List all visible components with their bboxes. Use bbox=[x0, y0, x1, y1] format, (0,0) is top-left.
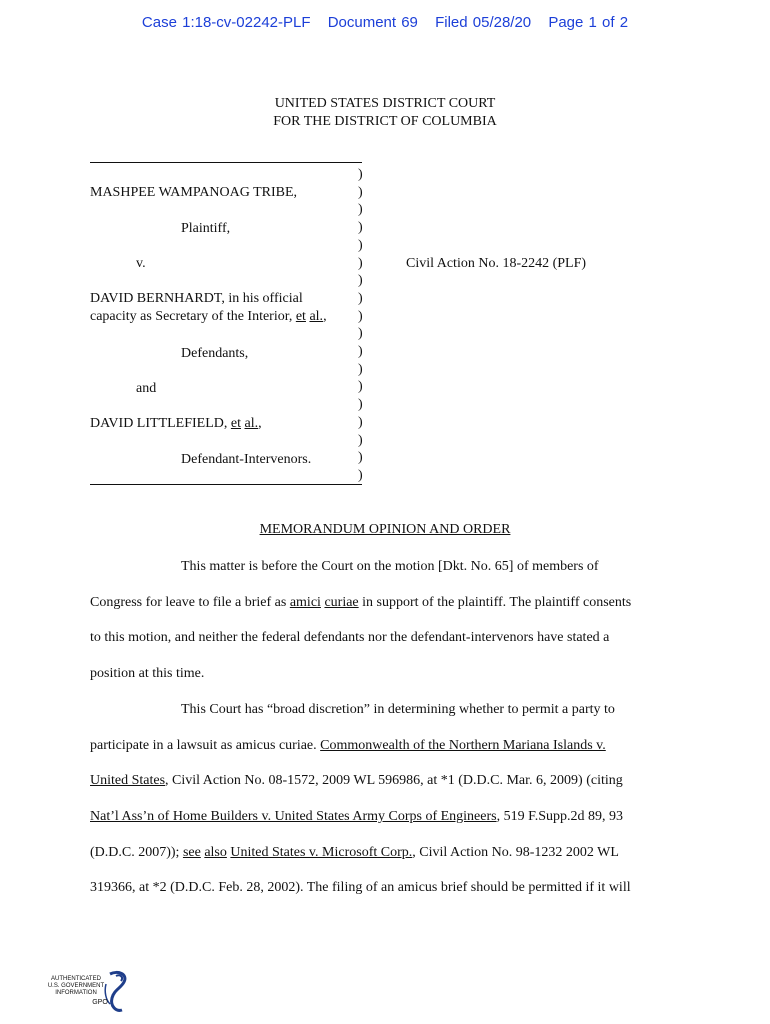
plaintiff-name: MASHPEE WAMPANOAG TRIBE, bbox=[90, 185, 298, 200]
citation: United States v. Microsoft Corp. bbox=[230, 845, 413, 860]
body-line bbox=[90, 844, 690, 862]
caption-paren: ) bbox=[358, 379, 363, 395]
body-line bbox=[90, 594, 690, 612]
defendant-role: Defendants, bbox=[181, 346, 249, 361]
body-text: participate in a lawsuit as amicus curiae. bbox=[90, 738, 321, 753]
body-line: This Court has “broad discretion” in determining whether to permit a party to bbox=[181, 702, 615, 717]
caption-paren-column bbox=[358, 166, 363, 485]
caption-paren: ) bbox=[358, 450, 363, 466]
filed-date: Filed 05/28/20 bbox=[435, 14, 532, 31]
caption-paren: ) bbox=[358, 290, 363, 306]
plaintiff-role: Plaintiff, bbox=[181, 221, 231, 236]
caption-paren: ) bbox=[358, 361, 363, 377]
caption-paren: ) bbox=[358, 273, 363, 289]
citation: United States bbox=[90, 773, 166, 788]
citation: Commonwealth of the Northern Mariana Islands v. bbox=[320, 738, 606, 753]
citation: Nat’l Ass’n of Home Builders v. United States Army Corps of Engineers bbox=[90, 809, 497, 824]
gpo-line-1: AUTHENTICATED bbox=[51, 976, 101, 982]
caption-paren: ) bbox=[358, 184, 363, 200]
body-line: 319366, at *2 (D.D.C. Feb. 28, 2002). The filing of an amicus brief should be permitted if it will bbox=[90, 880, 631, 895]
body-text: in support of the plaintiff. The plaintiff consents bbox=[358, 595, 632, 610]
body-line: position at this time. bbox=[90, 666, 205, 681]
caption-bottom-rule bbox=[90, 484, 362, 485]
also-signal: also bbox=[204, 845, 227, 860]
caption-paren: ) bbox=[358, 326, 363, 342]
title-text: MEMORANDUM OPINION AND ORDER bbox=[259, 522, 511, 537]
body-text: , 519 F.Supp.2d 89, 93 bbox=[496, 809, 624, 824]
intervenor-al: al. bbox=[244, 416, 259, 431]
intervenor-name bbox=[90, 415, 262, 433]
gpo-eagle-icon bbox=[44, 968, 134, 1016]
gpo-line-3: INFORMATION bbox=[55, 990, 97, 996]
caption-paren: ) bbox=[358, 432, 363, 448]
intervenor-et: et bbox=[230, 416, 241, 431]
gpo-line-4: GPO bbox=[92, 999, 108, 1006]
court-district: FOR THE DISTRICT OF COLUMBIA bbox=[273, 114, 497, 129]
body-line bbox=[90, 808, 690, 826]
caption-paren: ) bbox=[358, 167, 363, 182]
amici-text: amici bbox=[289, 595, 321, 610]
caption-paren: ) bbox=[358, 344, 363, 360]
defendant-comma: , bbox=[323, 309, 327, 324]
page-number: Page 1 of 2 bbox=[548, 14, 629, 31]
gpo-authentication-logo bbox=[44, 968, 134, 1016]
caption-paren: ) bbox=[358, 414, 363, 430]
body-line: This matter is before the Court on the motion [Dkt. No. 65] of members of bbox=[181, 559, 599, 574]
case-number: Case 1:18-cv-02242-PLF bbox=[141, 14, 311, 31]
defendant-capacity: capacity as Secretary of the Interior, bbox=[90, 309, 296, 324]
body-line bbox=[90, 772, 690, 790]
document-number: Document 69 bbox=[327, 14, 418, 31]
see-signal: see bbox=[182, 845, 201, 860]
versus: v. bbox=[136, 256, 146, 271]
intervenor-role: Defendant-Intervenors. bbox=[181, 452, 312, 467]
filing-header bbox=[0, 14, 770, 31]
body-text: , Civil Action No. 98-1232 2002 WL bbox=[412, 845, 619, 860]
document-title bbox=[0, 522, 770, 538]
et-text: et bbox=[295, 309, 306, 324]
body-line: to this motion, and neither the federal defendants nor the defendant-intervenors have stated a bbox=[90, 630, 610, 645]
gpo-line-2: U.S. GOVERNMENT bbox=[47, 983, 105, 989]
caption-top-rule bbox=[90, 162, 362, 163]
defendant-line-2 bbox=[90, 308, 327, 326]
court-heading bbox=[0, 95, 770, 131]
body-text: , Civil Action No. 08-1572, 2009 WL 596986, at *1 (D.D.C. Mar. 6, 2009) (citing bbox=[165, 773, 623, 788]
and-text: and bbox=[136, 381, 157, 396]
defendant-line-1: DAVID BERNHARDT, in his official bbox=[90, 291, 303, 306]
body-line bbox=[90, 737, 690, 755]
caption-paren: ) bbox=[358, 308, 363, 324]
body-text: (D.D.C. 2007)); bbox=[90, 845, 183, 860]
caption-paren: ) bbox=[358, 467, 363, 483]
curiae-text: curiae bbox=[324, 595, 359, 610]
intervenor-text: DAVID LITTLEFIELD, bbox=[90, 416, 231, 431]
body-text: Congress for leave to file a brief as bbox=[90, 595, 290, 610]
court-name: UNITED STATES DISTRICT COURT bbox=[274, 96, 496, 111]
al-text: al. bbox=[309, 309, 324, 324]
caption-paren: ) bbox=[358, 255, 363, 271]
civil-action-number: Civil Action No. 18-2242 (PLF) bbox=[406, 256, 587, 271]
caption-paren: ) bbox=[358, 397, 363, 413]
intervenor-comma: , bbox=[258, 416, 262, 431]
caption-paren: ) bbox=[358, 237, 363, 253]
caption-paren: ) bbox=[358, 202, 363, 218]
caption-paren: ) bbox=[358, 220, 363, 236]
